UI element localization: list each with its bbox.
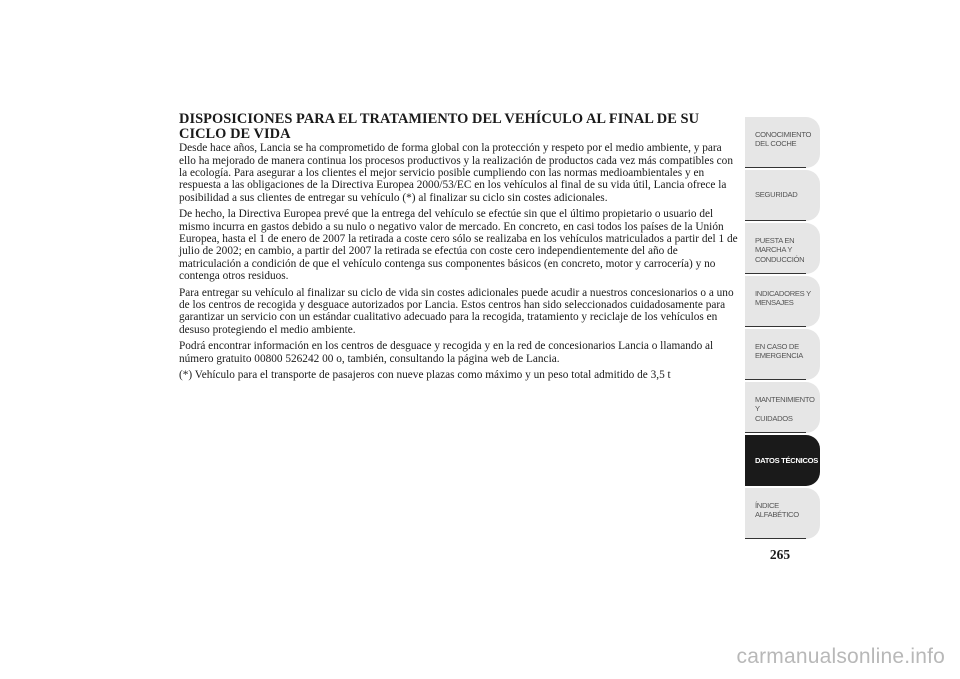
paragraph-directive: De hecho, la Directiva Europea prevé que la entrega del vehículo se efectúe sin que el último propietario o usuario del mismo incurra en gastos debido a su nulo o negativo valor de mercado. En concreto, en casi todos los países de la Unión Europea, hasta el 1 de enero de 2007 la retirada a coste cero sólo se realizaba en los vehículos matriculados a partir del 1 de julio de 2002; en cambio, a partir del 2007 la retirada se efectúa con coste cero independientemente del año de matriculación a condición de que el vehículo contenga sus componentes básicos (en concreto, motor y carrocería) y no contenga otros residuos.	[179, 208, 738, 283]
tab-puesta-en-marcha[interactable]: PUESTA EN MARCHA Y CONDUCCIÓN	[745, 223, 820, 274]
paragraph-delivery: Para entregar su vehículo al finalizar su ciclo de vida sin costes adicionales puede acudir a nuestros concesionarios o a uno de los centros de recogida y desguace autorizados por Lancia. Estos centros han sido seleccionados cuidadosamente para garantizar un servicio con un estándar cualitativo adecuado para la recogida, tratamiento y reciclaje de los vehículos en desuso protegiendo el medio ambiente.	[179, 286, 734, 336]
watermark: carmanualsonline.info	[736, 645, 945, 668]
paragraph-intro: Desde hace años, Lancia se ha comprometido de forma global con la protección y respeto por el medio ambiente, y para ello ha mejorado de manera continua los procesos productivos y la realización de productos cada vez más compatibles con la ecología. Para asegurar a los clientes el mejor servicio posible cumpliendo con las normas medioambientales y en respuesta a las obligaciones de la Directiva Europea 2000/53/EC en los vehículos al final de su vida útil, Lancia ofrece la posibilidad a sus clientes de entregar su vehículo (*) al finalizar su ciclo sin costes adicionales.	[179, 142, 733, 204]
section-heading: DISPOSICIONES PARA EL TRATAMIENTO DEL VEHÍCULO AL FINAL DE SU CICLO DE VIDA	[179, 111, 700, 142]
tab-indice-alfabetico[interactable]: ÍNDICE ALFABÉTICO	[745, 488, 820, 539]
tab-mantenimiento-y-cuidados[interactable]: MANTENIMIENTO Y CUIDADOS	[745, 382, 820, 433]
manual-page-content	[179, 112, 741, 386]
paragraph-footnote: (*) Vehículo para el transporte de pasajeros con nueve plazas como máximo y un peso total admitido de 3,5 t	[179, 369, 671, 382]
tab-indicadores-y-mensajes[interactable]: INDICADORES Y MENSAJES	[745, 276, 820, 327]
tab-conocimiento-del-coche[interactable]: CONOCIMIENTO DEL COCHE	[745, 117, 820, 168]
tab-seguridad[interactable]: SEGURIDAD	[745, 170, 820, 221]
paragraph-information: Podrá encontrar información en los centros de desguace y recogida y en la red de concesionarios Lancia o llamando al número gratuito 00800 526242 00 o, también, consultando la página web de Lancia.	[179, 340, 714, 365]
page-number: 265	[769, 547, 791, 562]
tab-en-caso-de-emergencia[interactable]: EN CASO DE EMERGENCIA	[745, 329, 820, 380]
chapter-tabs	[745, 117, 820, 541]
tab-datos-tecnicos[interactable]: DATOS TÉCNICOS	[745, 435, 820, 486]
